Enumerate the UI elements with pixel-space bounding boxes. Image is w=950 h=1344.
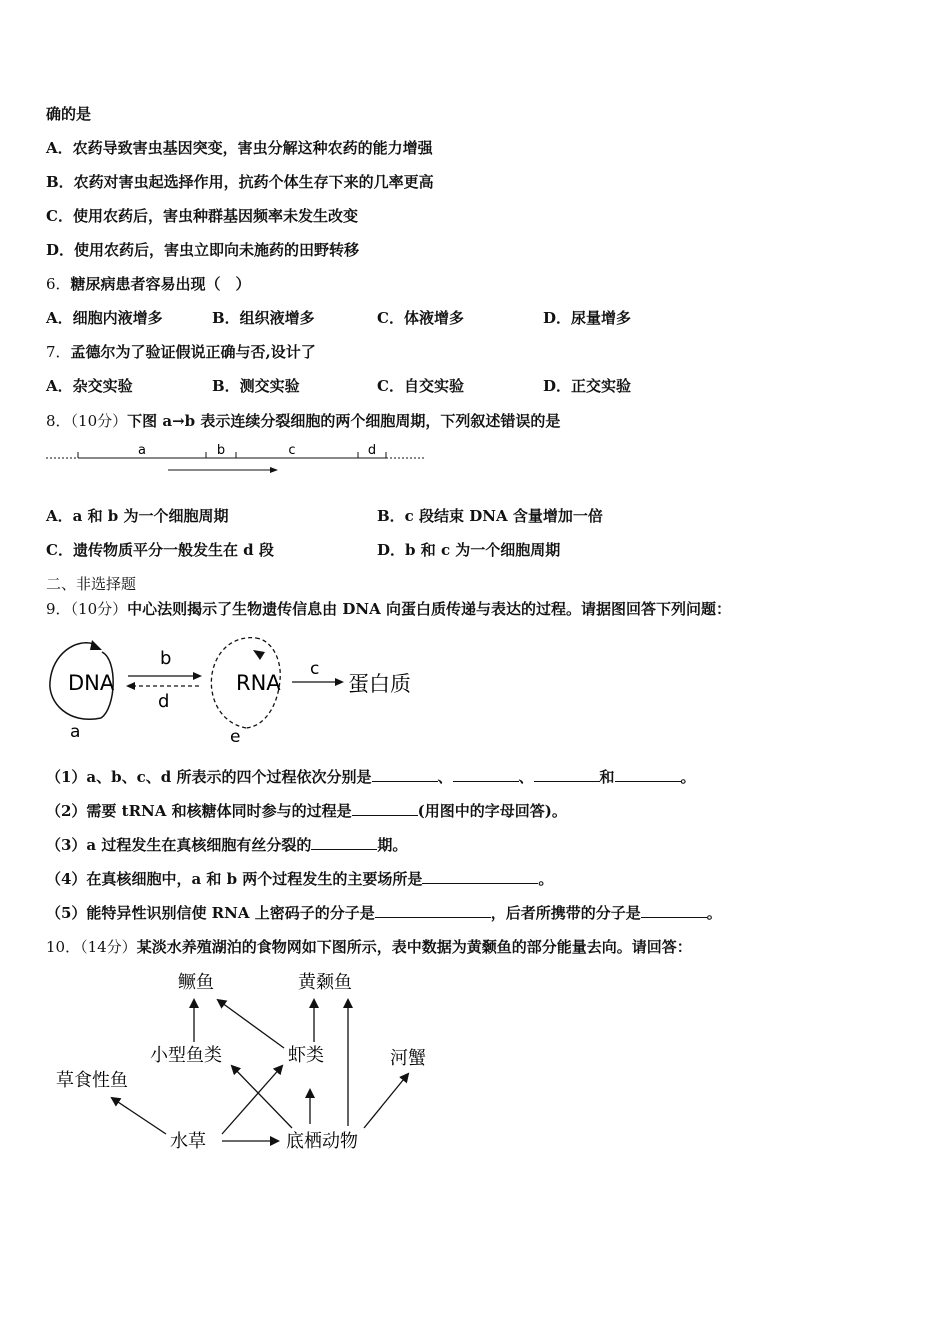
q8-stem: 下图 a→b 表示连续分裂细胞的两个细胞周期，下列叙述错误的是 — [127, 412, 561, 430]
q9-s5-end: 。 — [706, 904, 722, 922]
answer-blank-c[interactable] — [534, 767, 600, 782]
food-web-diagram — [46, 962, 466, 1162]
answer-blank-site[interactable] — [422, 869, 538, 884]
q7-option-c: C．自交实验 — [377, 377, 464, 395]
answer-blank-d[interactable] — [615, 767, 681, 782]
q9-s1-sep1: 、 — [437, 768, 453, 786]
rna-label: RNA — [236, 671, 281, 695]
node-guiyu: 鳜鱼 — [178, 972, 214, 993]
q7-question — [46, 341, 316, 362]
segment-a-label: a — [138, 443, 146, 458]
answer-blank-b[interactable] — [453, 767, 519, 782]
q9-s1-text: （1）a、b、c、d 所表示的四个过程依次分别是 — [46, 768, 372, 786]
q5-option-a: A．农药导致害虫基因突变，害虫分解这种农药的能力增强 — [46, 139, 433, 157]
q6-stem: 糖尿病患者容易出现（ ） — [70, 275, 251, 293]
process-b-label: b — [160, 648, 172, 669]
q8-option-b: B．c 段结束 DNA 含量增加一倍 — [377, 507, 603, 525]
q9-subquestion-3 — [46, 834, 407, 855]
node-xiaoxingyulei: 小型鱼类 — [150, 1045, 222, 1066]
segment-c-label: c — [288, 443, 296, 458]
q8-option-c: C．遗传物质平分一般发生在 d 段 — [46, 541, 274, 559]
q9-s1-end: 。 — [680, 768, 696, 786]
q9-s2-end: (用图中的字母回答)。 — [417, 802, 567, 820]
process-a-label: a — [70, 722, 81, 742]
central-dogma-diagram — [46, 630, 446, 745]
q7-option-b: B．测交实验 — [212, 377, 300, 395]
q9-subquestion-4 — [46, 868, 553, 889]
q8-option-d: D．b 和 c 为一个细胞周期 — [377, 541, 561, 559]
protein-label: 蛋白质 — [348, 672, 411, 696]
q9-s5-text: （5）能特异性识别信使 RNA 上密码子的分子是 — [46, 904, 375, 922]
q6-option-c: C．体液增多 — [377, 309, 464, 327]
q6-option-d: D．尿量增多 — [543, 309, 632, 327]
section-heading: 二、非选择题 — [46, 575, 137, 593]
q10-number: 10．（14分） — [46, 938, 137, 956]
node-diqidongwu: 底栖动物 — [286, 1131, 358, 1152]
q6-number: 6． — [46, 275, 71, 293]
process-c-label: c — [310, 659, 320, 679]
q9-s1-and: 和 — [599, 768, 615, 786]
q9-subquestion-5 — [46, 902, 722, 923]
process-e-label: e — [230, 727, 241, 745]
q8-option-a: A．a 和 b 为一个细胞周期 — [46, 507, 229, 525]
q7-number: 7． — [46, 343, 71, 361]
q9-s1-sep2: 、 — [518, 768, 534, 786]
answer-blank-phase[interactable] — [311, 835, 377, 850]
q5-option-c: C．使用农药后，害虫种群基因频率未发生改变 — [46, 207, 358, 225]
q9-s3-text: （3）a 过程发生在真核细胞有丝分裂的 — [46, 836, 312, 854]
dna-label: DNA — [68, 671, 115, 695]
node-xialei: 虾类 — [288, 1045, 324, 1066]
answer-blank-carried[interactable] — [641, 903, 707, 918]
q8-number: 8．（10分） — [46, 412, 128, 430]
q9-s4-end: 。 — [538, 870, 554, 888]
node-huangsangyu: 黄颡鱼 — [298, 972, 352, 993]
process-d-label: d — [158, 691, 170, 712]
q9-subquestion-2 — [46, 800, 567, 821]
q7-option-a: A．杂交实验 — [46, 377, 133, 395]
q9-s4-text: （4）在真核细胞中，a 和 b 两个过程发生的主要场所是 — [46, 870, 423, 888]
q7-option-d: D．正交实验 — [543, 377, 632, 395]
q6-option-b: B．组织液增多 — [212, 309, 315, 327]
node-shuicao: 水草 — [170, 1131, 206, 1152]
node-hexie: 河蟹 — [390, 1048, 426, 1069]
q9-subquestion-1 — [46, 766, 696, 787]
segment-d-label: d — [367, 443, 377, 458]
q9-s5-mid: ，后者所携带的分子是 — [490, 904, 641, 922]
q9-question — [46, 598, 731, 619]
q9-number: 9．（10分） — [46, 600, 128, 618]
q6-option-a: A．细胞内液增多 — [46, 309, 163, 327]
q5-option-d: D．使用农药后，害虫立即向未施药的田野转移 — [46, 241, 360, 259]
node-caoshixingyu: 草食性鱼 — [56, 1070, 128, 1091]
q10-stem: 某淡水养殖湖泊的食物网如下图所示，表中数据为黄颡鱼的部分能量去向。请回答： — [136, 938, 692, 956]
q9-s3-end: 期。 — [377, 836, 408, 854]
q10-question — [46, 936, 692, 957]
answer-blank-a[interactable] — [372, 767, 438, 782]
segment-b-label: b — [216, 443, 226, 458]
cell-cycle-diagram — [46, 438, 436, 478]
q9-s2-text: （2）需要 tRNA 和核糖体同时参与的过程是 — [46, 802, 352, 820]
q9-stem: 中心法则揭示了生物遗传信息由 DNA 向蛋白质传递与表达的过程。请据图回答下列问题： — [127, 600, 731, 618]
q5-stem-continuation: 确的是 — [46, 105, 92, 123]
q8-question — [46, 410, 560, 431]
q6-question — [46, 273, 251, 294]
q5-option-b: B．农药对害虫起选择作用，抗药个体生存下来的几率更高 — [46, 173, 434, 191]
answer-blank-trna-process[interactable] — [352, 801, 418, 816]
q7-stem: 孟德尔为了验证假说正确与否,设计了 — [70, 343, 316, 361]
answer-blank-molecule[interactable] — [375, 903, 491, 918]
